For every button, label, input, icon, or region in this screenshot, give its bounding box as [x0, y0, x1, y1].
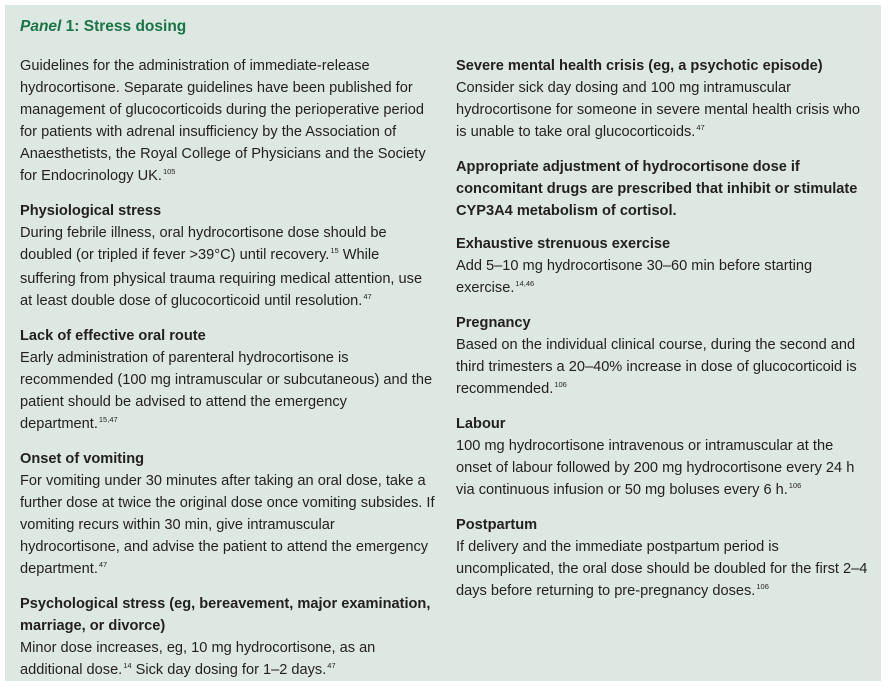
right-column	[456, 55, 868, 615]
section-body	[20, 637, 438, 683]
body-text: Add 5–10 mg hydrocortisone 30–60 min before starting exercise.	[456, 258, 813, 296]
section-oral-route	[20, 325, 438, 437]
section-mental-health-crisis	[456, 55, 868, 145]
section-psychological-stress	[20, 593, 438, 683]
section-body	[20, 347, 438, 437]
section-body	[456, 435, 868, 503]
section-body	[20, 470, 438, 582]
body-text: While suffering from physical trauma requiring medical attention, use at least double dose of glucocorticoid until resolution.	[20, 247, 423, 309]
body-text: If delivery and the immediate postpartum period is uncomplicated, the oral dose should be doubled for the first 2–4 days before returning to pre-pregnancy doses.	[456, 539, 868, 599]
body-text: Minor dose increases, eg, 10 mg hydrocortisone, as an additional dose.	[20, 640, 376, 678]
section-heading: Appropriate adjustment of hydrocortisone dose if concomitant drugs are prescribed that inhibit or stimulate CYP3A4 metabolism of cortisol.	[456, 159, 858, 219]
reference-marker: 15	[330, 246, 339, 255]
body-text: Guidelines for the administration of immediate-release hydrocortisone. Separate guidelines have been published for management of glucocorticoids during the perioperative period for patients with adrenal insufficiency by the Association of Anaesthetists, the Royal College of Physicians and the Society for Endocrinology UK.	[20, 58, 426, 184]
section-body	[456, 334, 868, 402]
section-body	[456, 77, 868, 145]
section-heading: Exhaustive strenuous exercise	[456, 236, 671, 252]
section-body	[20, 222, 438, 314]
section-heading: Onset of vomiting	[20, 451, 145, 467]
section-postpartum	[456, 514, 868, 604]
section-heading: Pregnancy	[456, 315, 531, 331]
left-column	[20, 55, 438, 694]
panel-title-label: Panel	[20, 18, 62, 35]
body-text: During febrile illness, oral hydrocortisone dose should be doubled (or tripled if fever >39°C) until recovery.	[20, 225, 387, 263]
reference-marker: 14	[123, 661, 132, 670]
reference-marker: 47	[696, 123, 705, 132]
panel-title	[20, 18, 186, 36]
reference-marker: 105	[162, 167, 176, 176]
section-body	[20, 55, 438, 189]
panel-title-text: 1: Stress dosing	[61, 18, 187, 35]
body-text: Sick day dosing for 1–2 days.	[131, 662, 327, 678]
section-body	[456, 255, 868, 301]
reference-marker: 47	[363, 292, 372, 301]
section-pregnancy	[456, 312, 868, 402]
reference-marker: 47	[98, 560, 108, 569]
body-text: Based on the individual clinical course, during the second and third trimesters a 20–40% increase in dose of glucocorticoid is recommended.	[456, 337, 857, 397]
reference-marker: 47	[327, 661, 336, 670]
body-text: For vomiting under 30 minutes after taking an oral dose, take a further dose at twice the original dose once vomiting subsides. If vomiting recurs within 30 min, give intramuscular hydrocortisone, and advise the patient to attend the emergency department.	[20, 473, 435, 577]
section-intro	[20, 55, 438, 189]
section-vomiting	[20, 448, 438, 582]
reference-marker: 106	[756, 582, 769, 591]
section-heading: Postpartum	[456, 517, 538, 533]
section-heading: Physiological stress	[20, 203, 162, 219]
reference-marker: 15,47	[98, 415, 118, 424]
body-text: Consider sick day dosing and 100 mg intramuscular hydrocortisone for someone in severe mental health crisis who is unable to take oral glucocorticoids.	[456, 80, 860, 140]
reference-marker: 14,46	[515, 279, 535, 288]
section-physiological-stress	[20, 200, 438, 314]
body-text: Early administration of parenteral hydrocortisone is recommended (100 mg intramuscular or subcutaneous) and the patient should be advised to attend the emergency department.	[20, 350, 433, 432]
section-heading: Psychological stress (eg, bereavement, major examination, marriage, or divorce)	[20, 596, 431, 634]
reference-marker: 106	[788, 481, 802, 490]
stress-dosing-panel	[5, 5, 881, 681]
reference-marker: 106	[554, 380, 567, 389]
section-exercise	[456, 233, 868, 301]
section-heading: Lack of effective oral route	[20, 328, 206, 344]
section-labour	[456, 413, 868, 503]
section-body	[456, 536, 868, 604]
section-heading: Labour	[456, 416, 506, 432]
section-cyp3a4	[456, 156, 868, 222]
section-heading: Severe mental health crisis (eg, a psychotic episode)	[456, 58, 823, 74]
body-text: 100 mg hydrocortisone intravenous or intramuscular at the onset of labour followed by 200 mg hydrocortisone every 24 h via continuous infusion or 50 mg boluses every 6 h.	[456, 438, 855, 498]
